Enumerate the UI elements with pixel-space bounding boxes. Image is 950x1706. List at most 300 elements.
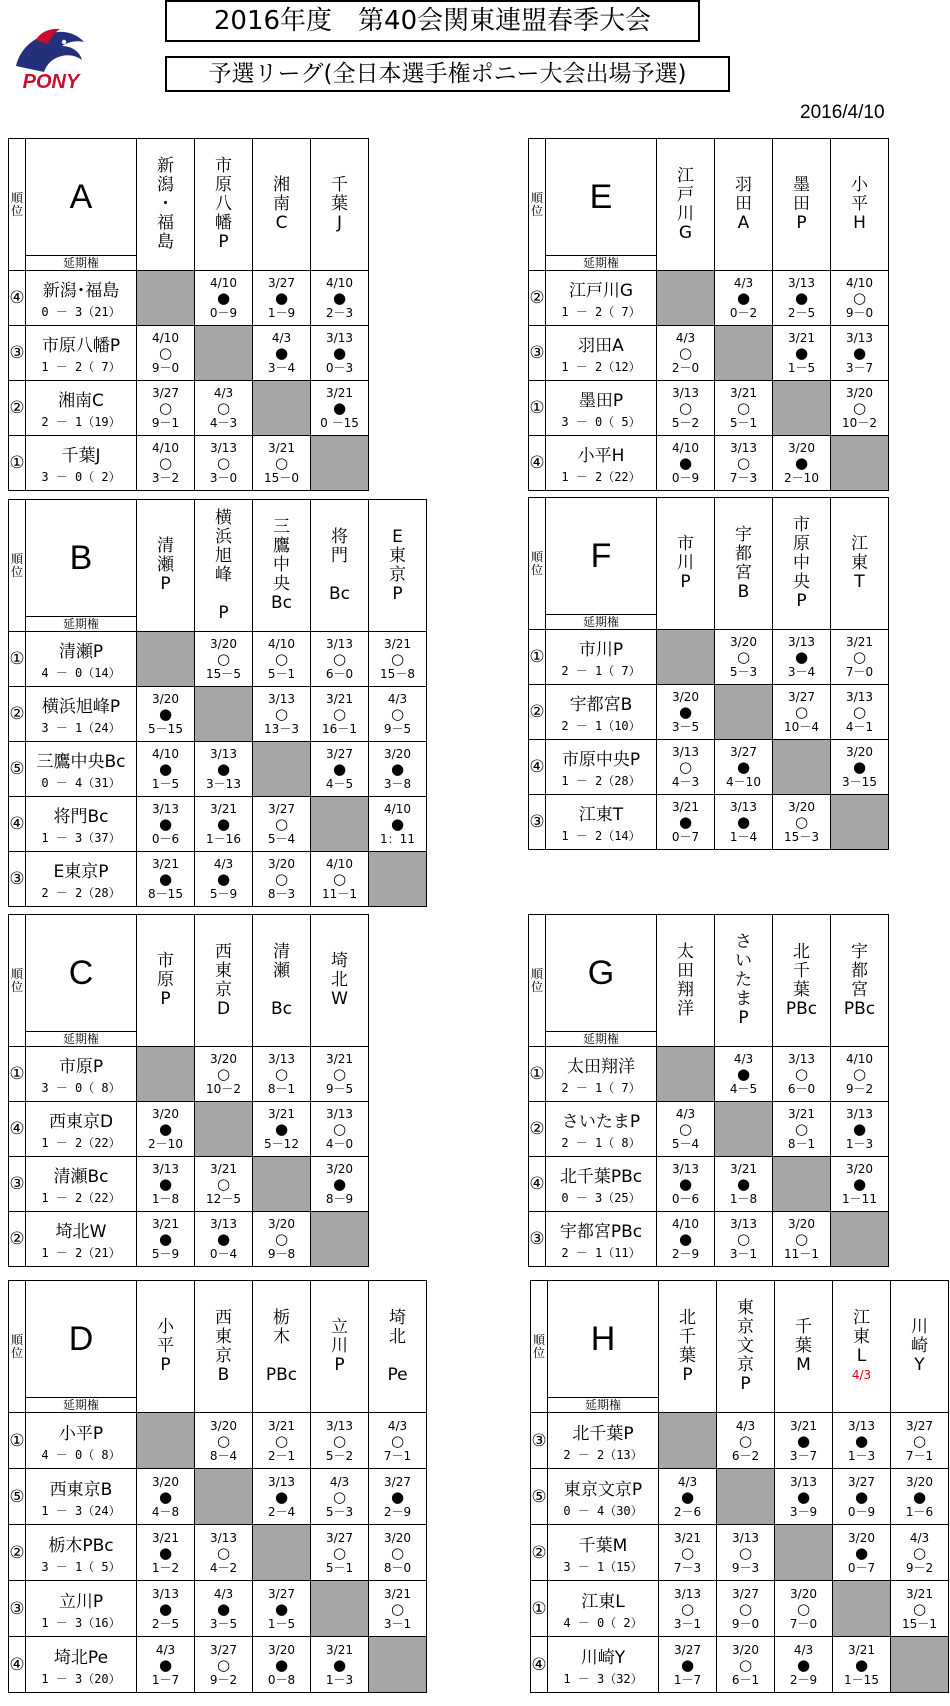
- team-name: 北千葉P: [572, 1423, 634, 1444]
- match-cell: [311, 1469, 369, 1525]
- match-result: ●: [390, 815, 405, 833]
- match-result: ●: [854, 1655, 869, 1674]
- opponent-header: [311, 500, 369, 632]
- match-date: 3/20: [384, 747, 411, 761]
- team-row: [9, 797, 427, 852]
- match-score: 5－3: [729, 665, 758, 679]
- match-date: 3/21: [846, 635, 873, 649]
- match-date: 3/20: [788, 1217, 815, 1231]
- team-row: [531, 1525, 949, 1581]
- team-cell: [26, 381, 137, 436]
- team-cell: [546, 381, 657, 436]
- match-result: ○: [738, 1655, 753, 1674]
- match-date: 3/21: [384, 637, 411, 651]
- match-date: 3/27: [268, 276, 295, 290]
- match-cell: [831, 740, 889, 795]
- match-score: 7－3: [729, 471, 758, 485]
- match-result: ●: [854, 1431, 869, 1450]
- match-result: ○: [158, 344, 173, 362]
- league-table-f: [528, 497, 889, 850]
- match-date: 3/27: [906, 1418, 933, 1433]
- match-date: 3/13: [152, 1586, 179, 1601]
- opponent-name: 立 川 P: [331, 1317, 348, 1375]
- self-match-cell: [715, 1102, 773, 1157]
- match-date: 3/21: [268, 441, 295, 455]
- match-result: ○: [736, 454, 751, 472]
- team-name: 墨田P: [578, 391, 624, 411]
- match-result: ○: [794, 1230, 809, 1248]
- rank-header: 順 位: [529, 139, 546, 271]
- match-cell: [253, 687, 311, 742]
- match-result: ●: [158, 870, 173, 888]
- match-cell: [311, 687, 369, 742]
- match-result: ○: [390, 1543, 405, 1562]
- match-date: 3/20: [152, 1107, 179, 1121]
- match-score: 9－2: [209, 1672, 238, 1687]
- match-date: 4/3: [387, 1418, 408, 1433]
- match-score: 4－5: [729, 1082, 758, 1096]
- match-cell: [775, 1413, 833, 1469]
- opponent-name: 三 鷹 中 央 Bc: [270, 517, 292, 613]
- league-letter: A: [26, 139, 137, 256]
- team-cell: [26, 1212, 137, 1267]
- match-date: 3/21: [152, 857, 179, 871]
- match-date: 3/21: [788, 1107, 815, 1121]
- match-date: 3/27: [674, 1642, 701, 1657]
- match-score: 1－2: [151, 1560, 180, 1575]
- match-score: 0－9: [671, 471, 700, 485]
- team-rank: ③: [9, 852, 26, 907]
- match-result: ○: [794, 813, 809, 831]
- match-date: 3/21: [672, 800, 699, 814]
- match-score: 8－15: [148, 887, 183, 901]
- match-score: 2－9: [383, 1504, 412, 1519]
- match-score: 3－7: [789, 1448, 818, 1463]
- team-row: [9, 1212, 369, 1267]
- team-name: 市原中央P: [561, 750, 641, 770]
- match-result: ●: [390, 760, 405, 778]
- match-score: 5－12: [264, 1137, 299, 1151]
- opponent-name: 湘 南 C: [273, 175, 290, 233]
- team-record: 3 － 1（ 5）: [41, 1559, 121, 1574]
- team-row: [529, 1157, 889, 1212]
- match-score: 6－1: [731, 1672, 760, 1687]
- team-row: [531, 1637, 949, 1693]
- match-date: 4/3: [793, 1642, 814, 1657]
- match-result: ○: [274, 1065, 289, 1083]
- opponent-name: 宇 都 宮 B: [735, 524, 752, 602]
- match-cell: [311, 271, 369, 326]
- team-cell: [26, 271, 137, 326]
- league-table-h: [530, 1280, 949, 1693]
- match-cell: [773, 795, 831, 850]
- match-date: 3/13: [732, 1530, 759, 1545]
- match-score: 1－8: [729, 1192, 758, 1206]
- league-letter: H: [548, 1281, 659, 1398]
- team-cell: [26, 1637, 137, 1693]
- match-date: 4/10: [268, 637, 295, 651]
- match-date: 3/27: [210, 1642, 237, 1657]
- match-cell: [253, 436, 311, 491]
- match-score: 2－1: [267, 1448, 296, 1463]
- match-cell: [369, 1413, 427, 1469]
- match-cell: [775, 1637, 833, 1693]
- team-cell: [546, 1047, 657, 1102]
- team-row: [9, 271, 369, 326]
- match-score: 9－8: [267, 1247, 296, 1261]
- team-row: [529, 271, 889, 326]
- match-score: 15－5: [206, 667, 241, 681]
- team-record: 3 － 0（ 2）: [41, 470, 121, 484]
- team-row: [531, 1581, 949, 1637]
- match-result: ○: [738, 1599, 753, 1618]
- match-result: ●: [794, 648, 809, 666]
- match-result: ○: [332, 870, 347, 888]
- league-header-row: [9, 500, 427, 617]
- team-rank: ②: [9, 687, 26, 742]
- match-date: 4/10: [152, 747, 179, 761]
- match-result: ○: [852, 289, 867, 307]
- team-cell: [26, 797, 137, 852]
- team-rank: ④: [529, 1157, 546, 1212]
- match-cell: [831, 1047, 889, 1102]
- team-cell: [548, 1413, 659, 1469]
- match-score: 9－0: [845, 306, 874, 320]
- logo-text: PONY: [22, 71, 80, 92]
- match-result: ●: [852, 1120, 867, 1138]
- team-row: [9, 632, 427, 687]
- team-name: 三鷹中央Bc: [36, 752, 126, 772]
- match-result: ○: [216, 1655, 231, 1674]
- team-cell: [26, 1102, 137, 1157]
- match-score: 8－9: [325, 1192, 354, 1206]
- match-score: 3－1: [673, 1616, 702, 1631]
- self-match-cell: [657, 271, 715, 326]
- opponent-header: [253, 915, 311, 1047]
- match-result: ●: [678, 454, 693, 472]
- team-cell: [26, 632, 137, 687]
- team-record: 0 － 4（31）: [41, 776, 121, 790]
- opponent-header: [715, 139, 773, 271]
- team-rank: ①: [529, 1047, 546, 1102]
- self-match-cell: [891, 1637, 949, 1693]
- match-date: 3/13: [730, 441, 757, 455]
- opponent-header: [195, 500, 253, 632]
- team-rank: ③: [9, 1157, 26, 1212]
- match-score: 5－3: [325, 1504, 354, 1519]
- opponent-name: 西 東 京 B: [215, 1307, 232, 1385]
- match-cell: [659, 1525, 717, 1581]
- match-result: ●: [158, 760, 173, 778]
- match-score: 2－5: [151, 1616, 180, 1631]
- match-score: 5－15: [148, 722, 183, 736]
- opponent-header: [195, 915, 253, 1047]
- team-name: 将門Bc: [53, 807, 109, 827]
- match-score: 0－8: [267, 1672, 296, 1687]
- extension-label: 延期権: [26, 256, 137, 271]
- match-result: ○: [274, 705, 289, 723]
- match-date: 3/21: [152, 1530, 179, 1545]
- match-score: 10－2: [842, 416, 877, 430]
- match-score: 1－8: [151, 1192, 180, 1206]
- opponent-header: [253, 1281, 311, 1413]
- team-record: 2 － 1（11）: [561, 1246, 641, 1260]
- team-record: 1 － 2（12）: [561, 360, 641, 374]
- match-cell: [137, 742, 195, 797]
- match-result: ○: [216, 1543, 231, 1562]
- match-score: 5－1: [729, 416, 758, 430]
- match-result: ○: [912, 1431, 927, 1450]
- match-cell: [657, 436, 715, 491]
- team-cell: [546, 630, 657, 685]
- match-cell: [657, 795, 715, 850]
- match-date: 4/3: [213, 857, 234, 871]
- team-cell: [546, 740, 657, 795]
- match-cell: [195, 1637, 253, 1693]
- match-result: ○: [332, 1543, 347, 1562]
- team-rank: ②: [9, 1525, 26, 1581]
- match-cell: [831, 630, 889, 685]
- match-date: 3/20: [152, 692, 179, 706]
- match-result: ●: [678, 1175, 693, 1193]
- match-cell: [253, 1469, 311, 1525]
- league-table-g: [528, 914, 889, 1267]
- match-cell: [891, 1581, 949, 1637]
- match-result: ○: [852, 1065, 867, 1083]
- team-row: [531, 1413, 949, 1469]
- match-score: 5－9: [151, 1247, 180, 1261]
- match-score: 2－10: [784, 471, 819, 485]
- team-name: 東京文京P: [563, 1479, 643, 1500]
- match-score: 9－2: [905, 1560, 934, 1575]
- match-score: 8－3: [267, 887, 296, 901]
- match-result: ○: [912, 1599, 927, 1618]
- match-result: ○: [332, 1431, 347, 1450]
- match-score: 3－7: [845, 361, 874, 375]
- team-record: 2 － 1（10）: [561, 719, 641, 733]
- opponent-header: [369, 1281, 427, 1413]
- match-result: ○: [216, 650, 231, 668]
- extension-label: 延期権: [26, 617, 137, 632]
- match-result: ●: [852, 344, 867, 362]
- opponent-name: 東 京 文 京 P: [737, 1298, 754, 1394]
- match-date: 4/10: [326, 857, 353, 871]
- opponent-name: 西 東 京 D: [215, 941, 232, 1019]
- match-cell: [311, 1413, 369, 1469]
- match-date: 3/13: [268, 1052, 295, 1066]
- match-score: 2－5: [787, 306, 816, 320]
- opponent-header: [715, 915, 773, 1047]
- match-score: 5－4: [267, 832, 296, 846]
- opponent-name: 市 川 P: [677, 534, 694, 592]
- opponent-name: 将 門 Bc: [328, 526, 350, 604]
- team-record: 1 － 2（22）: [41, 1191, 121, 1205]
- extension-label: 延期権: [546, 256, 657, 271]
- team-name: 千葉J: [61, 446, 101, 466]
- match-result: ●: [158, 1230, 173, 1248]
- match-cell: [137, 1102, 195, 1157]
- team-rank: ①: [9, 1413, 26, 1469]
- league-table-e: [528, 138, 889, 491]
- team-record: 1 － 2（28）: [561, 774, 641, 788]
- team-row: [529, 795, 889, 850]
- report-date: 2016/4/10: [800, 102, 885, 123]
- match-result: ○: [678, 758, 693, 776]
- self-match-cell: [657, 630, 715, 685]
- match-result: ●: [158, 815, 173, 833]
- team-name: 千葉M: [578, 1535, 628, 1556]
- match-date: 3/13: [674, 1586, 701, 1601]
- match-cell: [659, 1469, 717, 1525]
- match-cell: [137, 797, 195, 852]
- team-name: 湘南C: [58, 391, 104, 411]
- match-date: 3/13: [788, 1052, 815, 1066]
- match-cell: [833, 1525, 891, 1581]
- team-record: 0 － 3（25）: [561, 1191, 641, 1205]
- team-row: [9, 1047, 369, 1102]
- team-cell: [546, 326, 657, 381]
- match-result: ●: [158, 1487, 173, 1506]
- match-date: 3/13: [672, 745, 699, 759]
- match-result: ○: [678, 399, 693, 417]
- match-score: 0－9: [847, 1504, 876, 1519]
- match-result: ●: [216, 760, 231, 778]
- match-score: 1－7: [151, 1672, 180, 1687]
- team-cell: [26, 852, 137, 907]
- rank-header: 順 位: [529, 915, 546, 1047]
- self-match-cell: [659, 1413, 717, 1469]
- opponent-name: 清 瀬 Bc: [270, 941, 292, 1019]
- league-header-row: [9, 1281, 427, 1398]
- team-record: 3 － 1（24）: [41, 721, 121, 735]
- match-result: ●: [332, 1175, 347, 1193]
- match-cell: [137, 436, 195, 491]
- match-score: 7－0: [789, 1616, 818, 1631]
- match-score: 4－3: [671, 775, 700, 789]
- match-cell: [715, 740, 773, 795]
- team-rank: ②: [529, 271, 546, 326]
- team-name: 清瀬Bc: [53, 1167, 109, 1187]
- match-cell: [657, 1212, 715, 1267]
- match-result: ○: [852, 703, 867, 721]
- match-cell: [137, 687, 195, 742]
- match-result: ○: [274, 1230, 289, 1248]
- match-score: 3－5: [209, 1616, 238, 1631]
- match-result: ●: [274, 344, 289, 362]
- match-cell: [831, 326, 889, 381]
- match-score: 1－3: [325, 1672, 354, 1687]
- self-match-cell: [773, 381, 831, 436]
- match-cell: [311, 326, 369, 381]
- match-result: ●: [794, 289, 809, 307]
- opponent-header: [657, 139, 715, 271]
- match-score: 3－4: [787, 665, 816, 679]
- match-score: 5－2: [325, 1448, 354, 1463]
- team-name: 西東京D: [48, 1112, 114, 1132]
- match-date: 4/3: [733, 1052, 754, 1066]
- opponent-name: 江 東 L: [853, 1307, 870, 1366]
- match-date: 3/27: [152, 386, 179, 400]
- match-cell: [773, 685, 831, 740]
- team-name: 市原P: [58, 1057, 104, 1077]
- self-match-cell: [253, 1157, 311, 1212]
- match-result: ●: [158, 1175, 173, 1193]
- match-result: ○: [852, 648, 867, 666]
- team-rank: ④: [9, 271, 26, 326]
- team-name: 埼北Pe: [53, 1647, 109, 1668]
- match-score: 10－4: [784, 720, 819, 734]
- match-cell: [137, 1212, 195, 1267]
- match-cell: [657, 1102, 715, 1157]
- match-date: 4/10: [152, 441, 179, 455]
- match-date: 3/20: [210, 1052, 237, 1066]
- match-date: 4/3: [675, 1107, 696, 1121]
- team-record: 3 － 0（ 8）: [41, 1081, 121, 1095]
- opponent-header: [773, 139, 831, 271]
- match-score: 16－1: [322, 722, 357, 736]
- match-result: ●: [794, 344, 809, 362]
- match-result: ○: [216, 399, 231, 417]
- team-name: 羽田A: [578, 336, 624, 356]
- match-date: 3/21: [326, 1642, 353, 1657]
- team-rank: ②: [529, 1102, 546, 1157]
- match-score: 6－0: [325, 667, 354, 681]
- team-row: [9, 1525, 427, 1581]
- match-date: 4/3: [735, 1418, 756, 1433]
- match-result: ●: [274, 1655, 289, 1674]
- opponent-header: [833, 1281, 891, 1413]
- opponent-header: [137, 500, 195, 632]
- match-cell: [311, 1047, 369, 1102]
- team-cell: [26, 1469, 137, 1525]
- match-score: 5－4: [671, 1137, 700, 1151]
- team-row: [529, 740, 889, 795]
- opponent-name: 清 瀬 P: [157, 536, 174, 594]
- opponent-header: [717, 1281, 775, 1413]
- match-score: 6－0: [787, 1082, 816, 1096]
- team-record: 1 － 2（ 7）: [561, 305, 641, 319]
- team-rank: ④: [9, 1637, 26, 1693]
- match-score: 5－1: [325, 1560, 354, 1575]
- match-cell: [369, 1469, 427, 1525]
- self-match-cell: [369, 852, 427, 907]
- team-cell: [26, 1047, 137, 1102]
- team-name: 立川P: [58, 1591, 104, 1612]
- match-score: 3－2: [151, 471, 180, 485]
- match-result: ○: [390, 1599, 405, 1618]
- match-date: 3/13: [268, 1474, 295, 1489]
- match-date: 3/13: [730, 1217, 757, 1231]
- match-score: 4－8: [151, 1504, 180, 1519]
- team-name: 清瀬P: [58, 642, 104, 662]
- team-rank: ①: [529, 630, 546, 685]
- match-score: 9－5: [383, 722, 412, 736]
- team-name: 宇都宮B: [569, 695, 633, 715]
- match-date: 3/20: [152, 1474, 179, 1489]
- match-date: 4/3: [329, 1474, 350, 1489]
- match-date: 3/13: [790, 1474, 817, 1489]
- self-match-cell: [137, 271, 195, 326]
- team-name: 横浜旭峰P: [41, 697, 121, 717]
- match-cell: [657, 381, 715, 436]
- team-rank: ①: [531, 1581, 548, 1637]
- match-date: 3/27: [384, 1474, 411, 1489]
- match-date: 4/3: [213, 1586, 234, 1601]
- match-score: 1－11: [842, 1192, 877, 1206]
- rank-header: 順 位: [9, 139, 26, 271]
- match-result: ●: [854, 1543, 869, 1562]
- match-score: 9－1: [151, 416, 180, 430]
